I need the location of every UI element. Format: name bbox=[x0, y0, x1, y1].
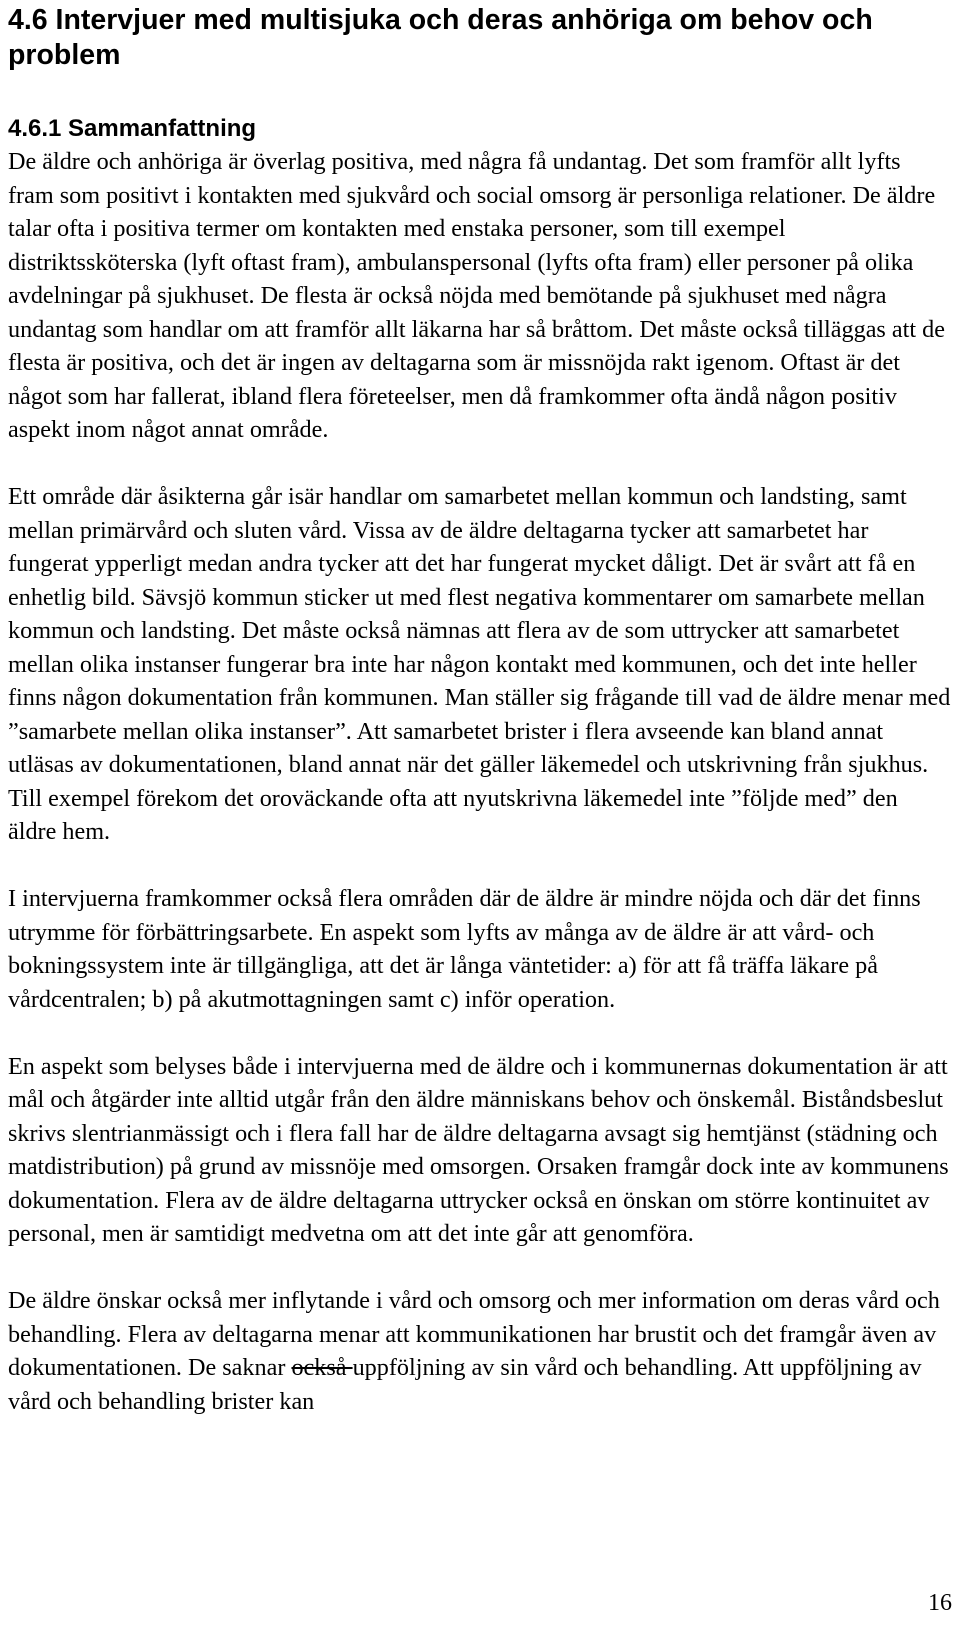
document-page bbox=[8, 0, 952, 1418]
page-number: 16 bbox=[928, 1590, 952, 1616]
section-heading: 4.6 Intervjuer med multisjuka och deras anhöriga om behov och problem bbox=[8, 4, 873, 71]
paragraph-cooperation: Ett område där åsikterna går isär handlar om samarbetet mellan kommun och landsting, samt mellan primärvård och sluten vård. Vissa av de äldre deltagarna tycker att samarbetet har fungerat ypperligt medan andra tycker att det har fungerat mycket dåligt. Det är svårt att få en enhetlig bild. Sävsjö kommun sticker ut med flest negativa kommentarer om samarbete mellan kommun och landsting. Det måste också nämnas att flera av de som uttrycker att samarbetet mellan olika instanser fungerar bra inte har någon kontakt med kommunen, och det inte heller finns någon dokumentation från kommunen. Man ställer sig frågande till vad de äldre menar med ”samarbete mellan olika instanser”. Att samarbetet brister i flera avseende kan bland annat utläsas av dokumentationen, bland annat när det gäller läkemedel och utskrivning från sjukhus. Till exempel förekom det oroväckande ofta att nyutskrivna läkemedel inte ”följde med” den äldre hem. bbox=[8, 483, 951, 845]
paragraph-improvement-areas: I intervjuerna framkommer också flera områden där de äldre är mindre nöjda och där det finns utrymme för förbättringsarbete. En aspekt som lyfts av många av de äldre är att vård- och bokningssystem inte är tillgängliga, att det är långa väntetider: a) för att få träffa läkare på vårdcentralen; b) på akutmottagningen samt c) inför operation. bbox=[8, 885, 921, 1013]
paragraph-influence-text-start: De äldre önskar också mer inflytande i vård och omsorg och mer information om deras vård och behandling. Flera av deltagarna menar att kommunikationen har brustit och det framgår även av dokumentationen. De saknar bbox=[8, 1287, 940, 1381]
subsection-heading: 4.6.1 Sammanfattning bbox=[8, 115, 257, 142]
paragraph-goals-and-needs: En aspekt som belyses både i intervjuerna med de äldre och i kommunernas dokumentation är att mål och åtgärder inte alltid utgår från den äldre människans behov och önskemål. Biståndsbeslut skrivs slentrianmässigt och i flera fall har de äldre deltagarna avsagt sig hemtjänst (städning och matdistribution) på grund av missnöje med omsorgen. Orsaken framgår dock inte av kommunens dokumentation. Flera av de äldre deltagarna uttrycker också en önskan om större kontinuitet av personal, men är samtidigt medvetna om att det inte går att genomföra. bbox=[8, 1052, 949, 1247]
paragraph-influence bbox=[8, 1284, 952, 1418]
struck-word: också bbox=[291, 1354, 353, 1381]
paragraph-summary: De äldre och anhöriga är överlag positiva, med några få undantag. Det som framför allt lyfts fram som positivt i kontakten med sjukvård och social omsorg är personliga relationer. De äldre talar ofta i positiva termer om kontakten med enstaka personer, som till exempel distriktssköterska (lyft oftast fram), ambulanspersonal (lyfts ofta fram) eller personer på olika avdelningar på sjukhuset. De flesta är också nöjda med bemötande på sjukhuset med några undantag som handlar om att framför allt läkarna har så bråttom. Det måste också tilläggas att de flesta är positiva, och det är ingen av deltagarna som är missnöjda rakt igenom. Oftast är det något som har fallerat, ibland flera företeelser, men då framkommer ofta ändå någon positiv aspekt inom något annat område. bbox=[8, 148, 945, 443]
paragraph-influence-text-end: uppföljning av sin vård och behandling. Att uppföljning av vård och behandling brister kan bbox=[8, 1354, 922, 1415]
